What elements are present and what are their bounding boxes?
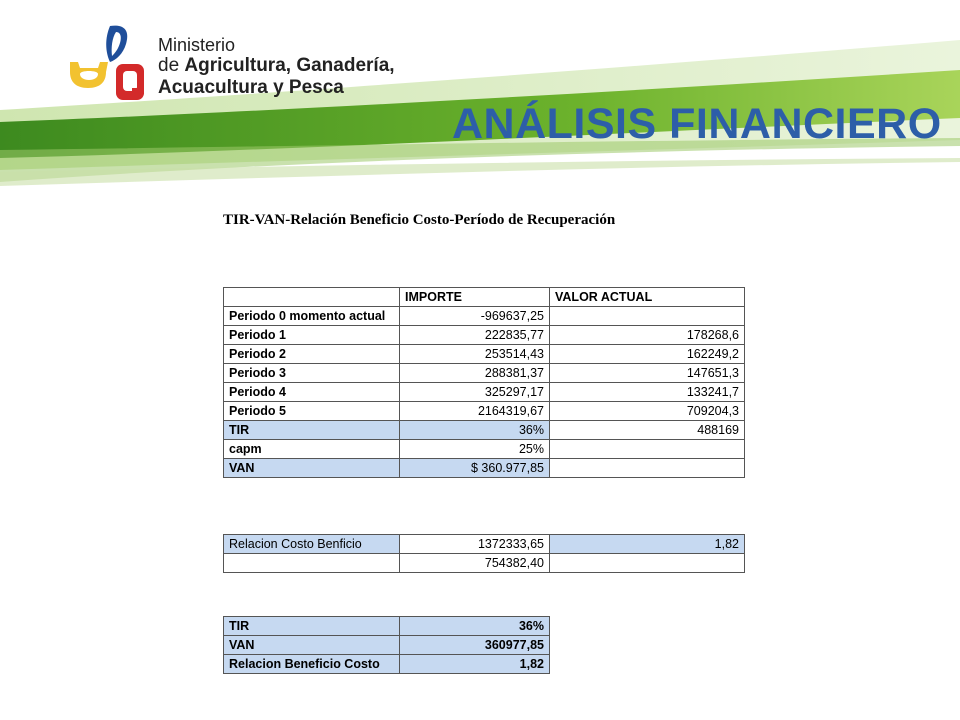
row-importe: 288381,37 (400, 364, 550, 383)
table-row (224, 383, 745, 402)
row-importe: 325297,17 (400, 383, 550, 402)
table-row (224, 402, 745, 421)
ministry-line2 (158, 55, 395, 77)
table-row-capm (224, 440, 745, 459)
row-label: Periodo 2 (224, 345, 400, 364)
row-label: Relacion Beneficio Costo (224, 655, 400, 674)
ministry-name (158, 36, 395, 99)
row-valor: 147651,3 (550, 364, 745, 383)
header-cell-importe: IMPORTE (400, 288, 550, 307)
row-label: TIR (224, 421, 400, 440)
row-label: VAN (224, 459, 400, 478)
row-value: 1,82 (400, 655, 550, 674)
row-importe: 253514,43 (400, 345, 550, 364)
row-importe: 222835,77 (400, 326, 550, 345)
row-valor: 488169 (550, 421, 745, 440)
summary-table (223, 616, 550, 674)
row-label: Periodo 1 (224, 326, 400, 345)
row-value-a: 1372333,65 (400, 535, 550, 554)
row-valor (550, 440, 745, 459)
table-row-tir (224, 421, 745, 440)
row-valor (550, 307, 745, 326)
row-label: TIR (224, 617, 400, 636)
page-title: ANÁLISIS FINANCIERO (452, 100, 942, 148)
row-label: Periodo 5 (224, 402, 400, 421)
row-valor: 178268,6 (550, 326, 745, 345)
table-row (224, 345, 745, 364)
row-label: capm (224, 440, 400, 459)
row-importe: $ 360.977,85 (400, 459, 550, 478)
header-cell-empty (224, 288, 400, 307)
table-row (224, 554, 745, 573)
table-header-row (224, 288, 745, 307)
financial-table (223, 287, 745, 478)
table-row (224, 364, 745, 383)
ministry-line1: Ministerio (158, 35, 236, 55)
row-valor: 133241,7 (550, 383, 745, 402)
ministry-line2-bold: Agricultura, Ganadería, (184, 55, 395, 76)
table-row (224, 307, 745, 326)
table-row (224, 636, 550, 655)
ministry-line3: Acuacultura y Pesca (158, 77, 344, 98)
table-row (224, 326, 745, 345)
row-label: VAN (224, 636, 400, 655)
table-row (224, 617, 550, 636)
row-value: 36% (400, 617, 550, 636)
row-label: Periodo 4 (224, 383, 400, 402)
row-value-b (550, 554, 745, 573)
row-valor: 709204,3 (550, 402, 745, 421)
row-label: Periodo 0 momento actual (224, 307, 400, 326)
row-value-a: 754382,40 (400, 554, 550, 573)
row-importe: 25% (400, 440, 550, 459)
row-importe: 2164319,67 (400, 402, 550, 421)
row-valor: 162249,2 (550, 345, 745, 364)
row-importe: -969637,25 (400, 307, 550, 326)
row-importe: 36% (400, 421, 550, 440)
row-label: Periodo 3 (224, 364, 400, 383)
ministry-line2-prefix: de (158, 55, 185, 76)
row-label: Relacion Costo Benficio (224, 535, 400, 554)
ministry-logo-icon (66, 22, 150, 106)
row-value: 360977,85 (400, 636, 550, 655)
row-label (224, 554, 400, 573)
table-row-van (224, 459, 745, 478)
row-valor (550, 459, 745, 478)
table-row (224, 535, 745, 554)
sheet-title: TIR-VAN-Relación Beneficio Costo-Período de Recuperación (223, 212, 616, 228)
row-value-b: 1,82 (550, 535, 745, 554)
header-cell-valor-actual: VALOR ACTUAL (550, 288, 745, 307)
cost-benefit-table (223, 534, 745, 573)
table-row (224, 655, 550, 674)
